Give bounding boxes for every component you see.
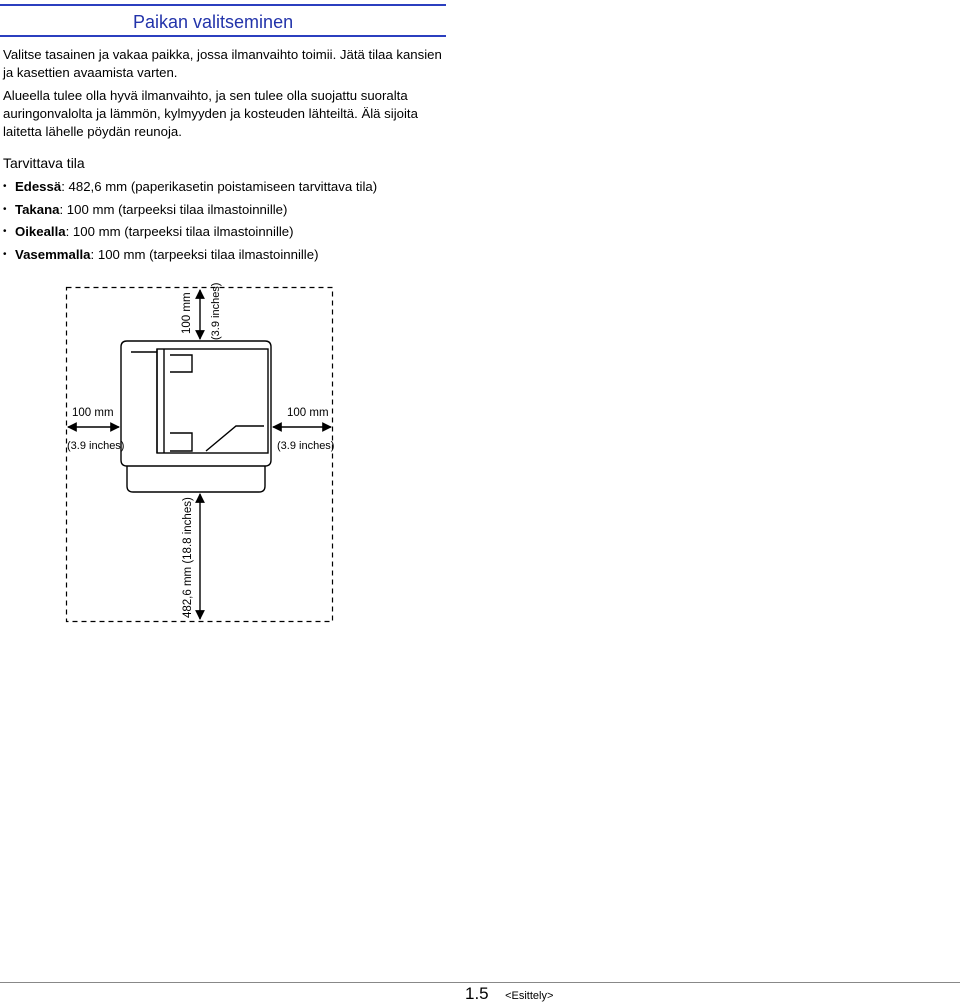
- right-mm-label: 100 mm: [287, 407, 329, 419]
- clearance-list: [0, 178, 377, 268]
- title-bar: [0, 4, 446, 37]
- list-item-front: [0, 178, 377, 201]
- list-item-back: [0, 201, 377, 224]
- list-item-right: [0, 223, 377, 246]
- intro-paragraph: Valitse tasainen ja vakaa paikka, jossa ilmanvaihto toimii. Jätä tilaa kansien ja kasettien avaamista varten.: [3, 47, 442, 80]
- page-title: Paikan valitseminen: [133, 12, 294, 32]
- back-term: Takana: [15, 201, 60, 217]
- right-text: : 100 mm (tarpeeksi tilaa ilmastoinnille): [65, 224, 294, 239]
- left-term: Vasemmalla: [15, 246, 91, 262]
- clearance-diagram: [0, 280, 960, 630]
- front-label: 482,6 mm (18.8 inches): [182, 497, 194, 618]
- page-footer: [465, 984, 553, 1004]
- front-text: : 482,6 mm (paperikasetin poistamiseen tarvittava tila): [61, 179, 378, 194]
- footer-divider: [0, 982, 960, 983]
- front-term: Edessä: [15, 179, 62, 194]
- back-inch-label: (3.9 inches): [210, 282, 222, 340]
- left-text: : 100 mm (tarpeeksi tilaa ilmastoinnille): [90, 246, 319, 262]
- left-mm-label: 100 mm: [72, 407, 114, 419]
- section-name: <Esittely>: [505, 990, 554, 1002]
- required-space-heading: Tarvittava tila: [3, 155, 85, 171]
- left-inch-label: (3.9 inches): [67, 440, 125, 452]
- back-mm-label: 100 mm: [181, 292, 193, 334]
- list-item-left: [0, 246, 377, 269]
- right-inch-label: (3.9 inches): [277, 440, 335, 452]
- ventilation-paragraph: Alueella tulee olla hyvä ilmanvaihto, ja sen tulee olla suojattu suoralta auringonvalolta ja lämmön, kylmyyden ja kosteuden lähteiltä. Älä sijoita laitetta lähelle pöydän reunoja.: [3, 88, 418, 139]
- page-number: 1.5: [465, 984, 489, 1003]
- printer-outline: [121, 341, 271, 492]
- back-text: : 100 mm (tarpeeksi tilaa ilmastoinnille): [59, 201, 288, 217]
- right-term: Oikealla: [15, 224, 66, 239]
